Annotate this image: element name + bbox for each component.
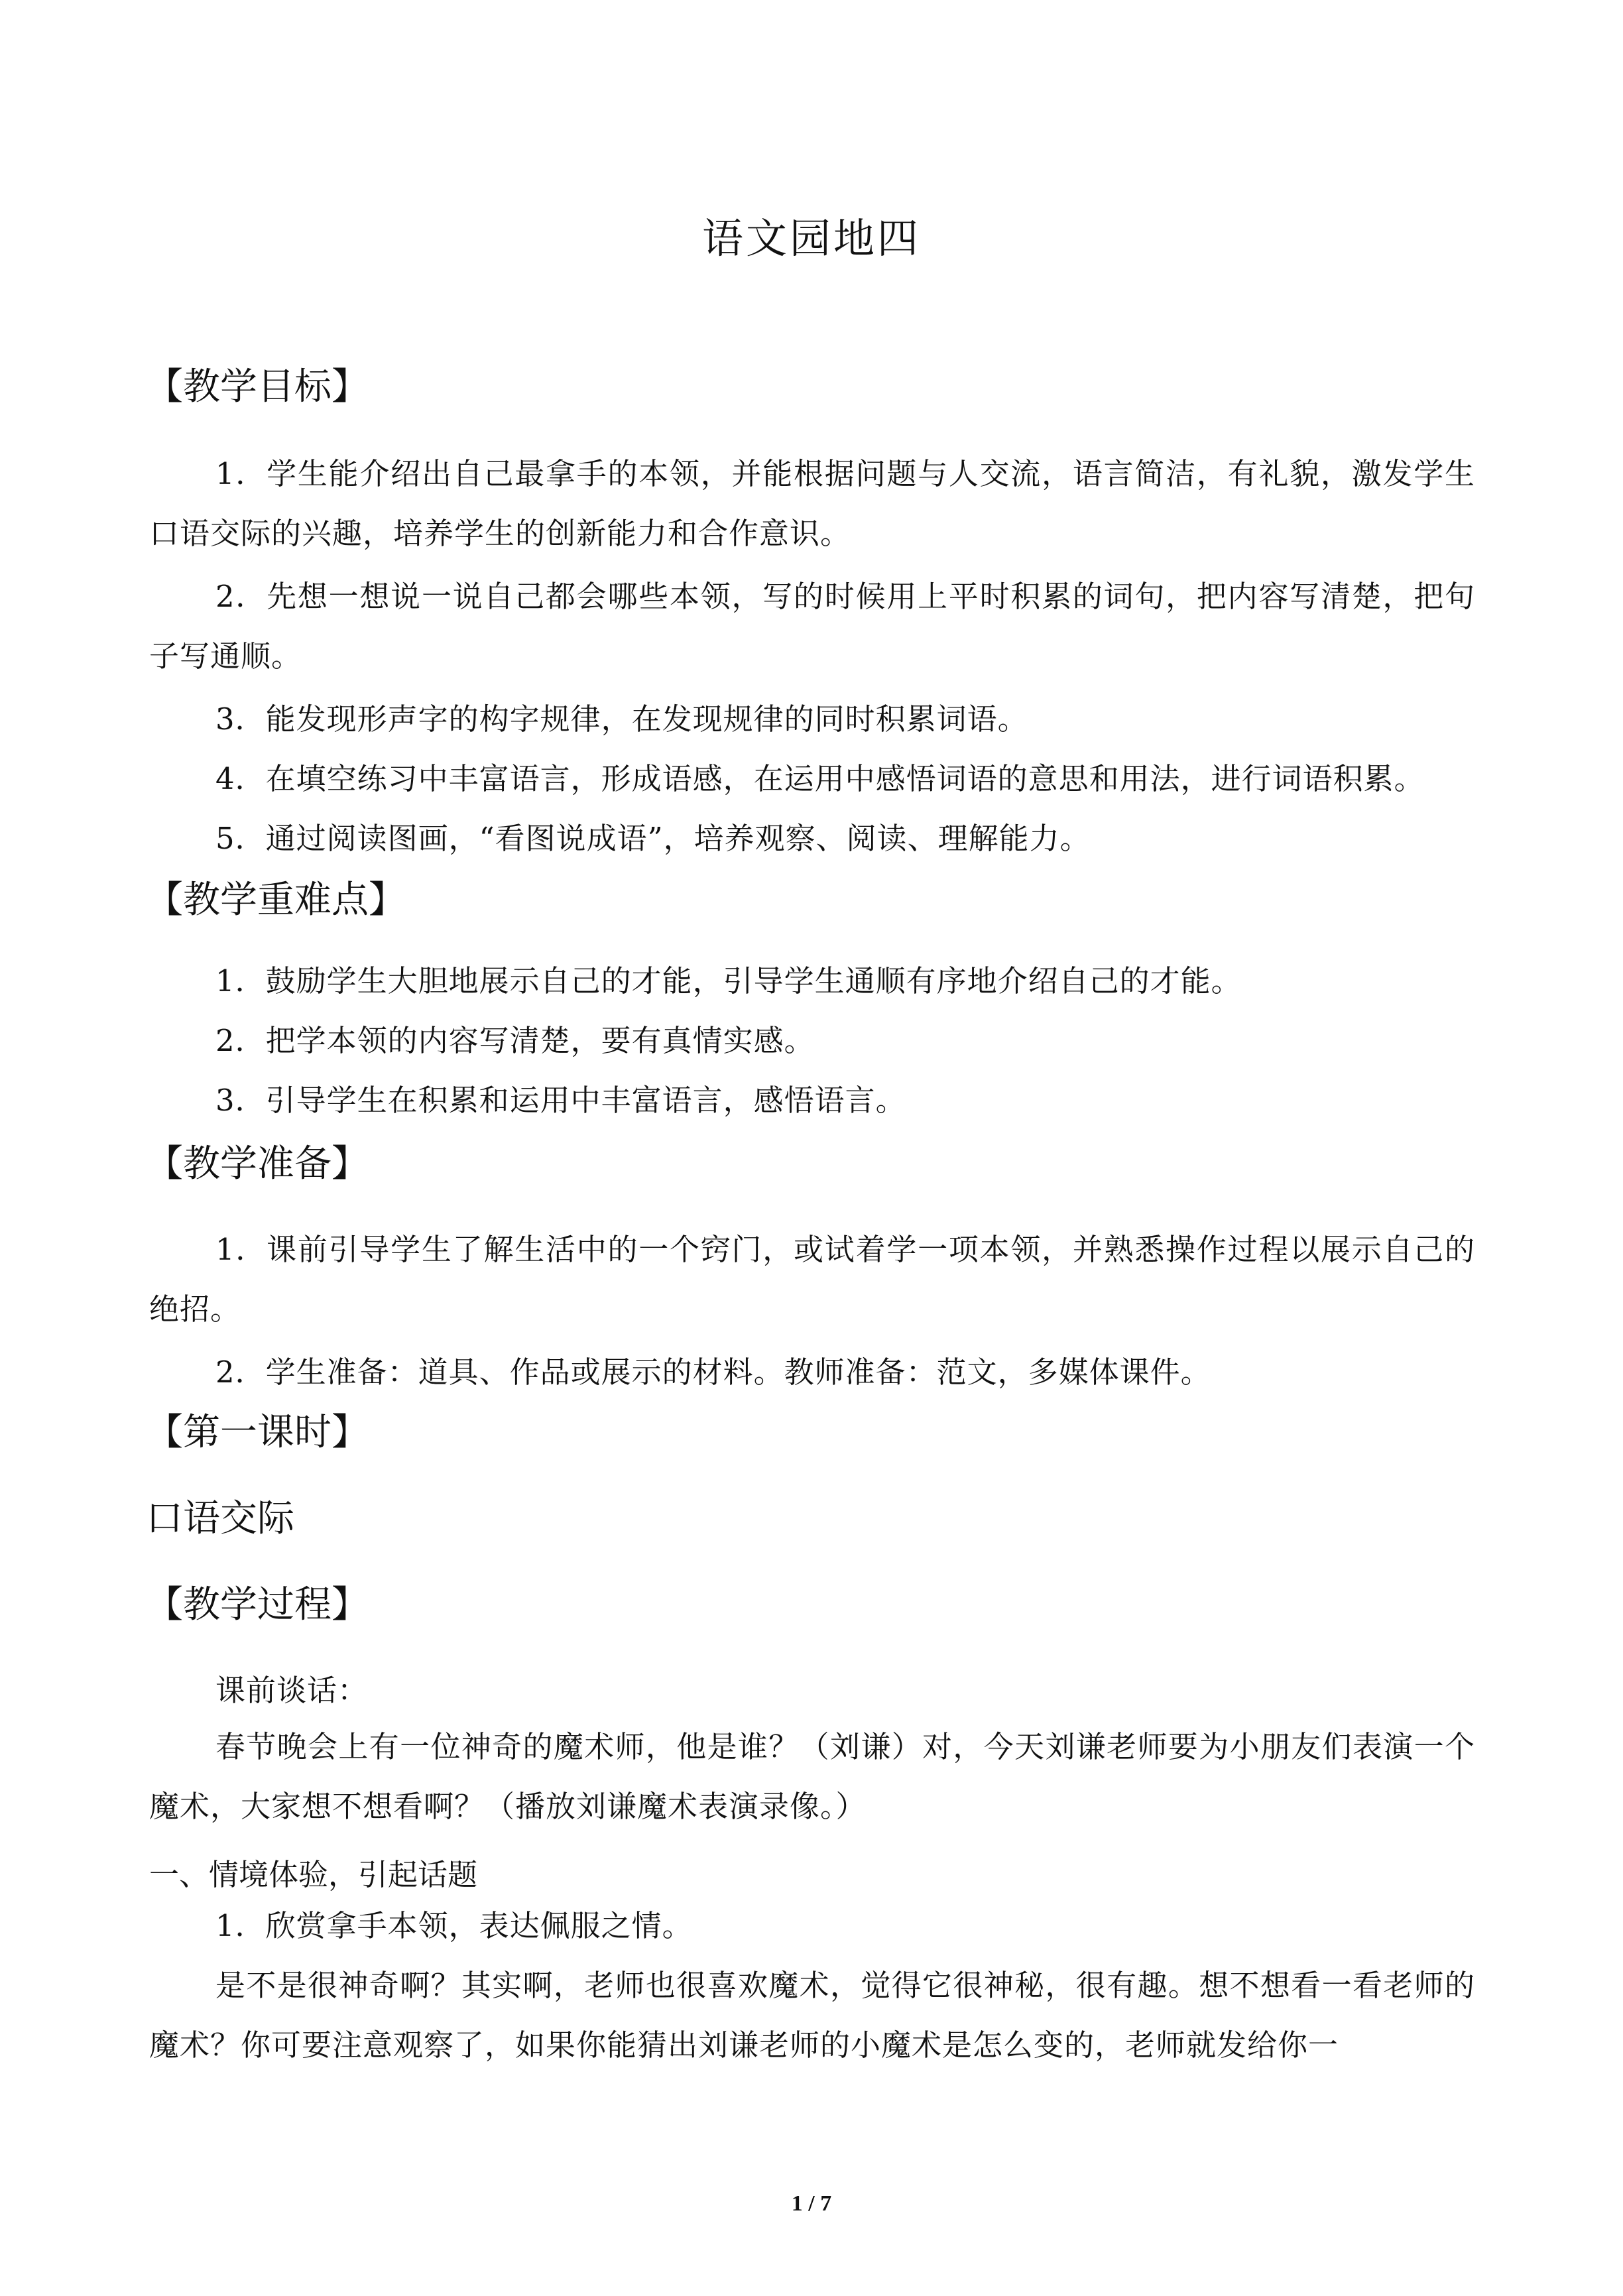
- page-number: 1 / 7: [791, 2191, 832, 2216]
- section-heading-process: 【教学过程】: [146, 1583, 369, 1626]
- step-one-item: 1．欣赏拿手本领，表达佩服之情。: [215, 1908, 693, 1943]
- step-one-text: 是不是很神奇啊？其实啊，老师也很喜欢魔术，觉得它很神秘，很有趣。想不想看一看老师的魔术？你可要注意观察了，如果你能猜出刘谦老师的小魔术是怎么变的，老师就发给你一: [149, 1968, 1475, 2063]
- pre-talk-text: 春节晚会上有一位神奇的魔术师，他是谁？（刘谦）对，今天刘谦老师要为小朋友们表演一个魔术，大家想不想看啊？（播放刘谦魔术表演录像。）: [149, 1729, 1475, 1824]
- preparation-item-1: 1．课前引导学生了解生活中的一个窍门，或试着学一项本领，并熟悉操作过程以展示自己的绝招。: [149, 1232, 1475, 1327]
- key-point-item-3: 3．引导学生在积累和运用中丰富语言，感悟语言。: [215, 1083, 906, 1118]
- section-heading-oral-communication: 口语交际: [146, 1497, 294, 1540]
- key-point-item-2: 2．把学本领的内容写清楚，要有真情实感。: [215, 1023, 815, 1058]
- objective-item-4: 4．在填空练习中丰富语言，形成语感，在运用中感悟词语的意思和用法，进行词语积累。: [215, 761, 1425, 796]
- section-heading-key-points: 【教学重难点】: [146, 878, 406, 922]
- preparation-item-2: 2．学生准备：道具、作品或展示的材料。教师准备：范文，多媒体课件。: [215, 1355, 1211, 1390]
- objective-item-5: 5．通过阅读图画，“看图说成语”，培养观察、阅读、理解能力。: [215, 821, 1091, 856]
- objective-item-2: 2．先想一想说一说自己都会哪些本领，写的时候用上平时积累的词句，把内容写清楚，把句子写通顺。: [149, 579, 1475, 674]
- pre-talk-label: 课前谈话：: [215, 1673, 369, 1708]
- page-title: 语文园地四: [701, 214, 921, 263]
- section-heading-lesson-one: 【第一课时】: [146, 1411, 369, 1454]
- section-heading-preparation: 【教学准备】: [146, 1142, 369, 1185]
- objective-item-3: 3．能发现形声字的构字规律，在发现规律的同时积累词语。: [215, 701, 1028, 737]
- key-point-item-1: 1．鼓励学生大胆地展示自己的才能，引导学生通顺有序地介绍自己的才能。: [215, 963, 1242, 998]
- step-one-heading: 一、情境体验，引起话题: [149, 1857, 478, 1892]
- section-heading-objectives: 【教学目标】: [146, 365, 369, 408]
- objective-item-1: 1．学生能介绍出自己最拿手的本领，并能根据问题与人交流，语言简洁，有礼貌，激发学生口语交际的兴趣，培养学生的创新能力和合作意识。: [149, 456, 1475, 551]
